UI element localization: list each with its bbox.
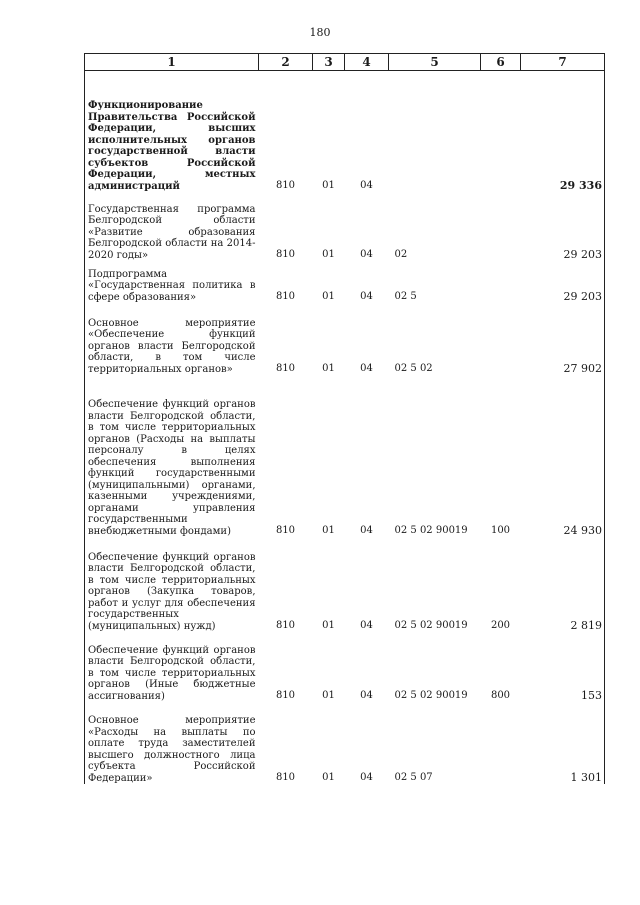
cell-target-article: 02 5 07 <box>394 771 433 783</box>
cell-expense-type: 200 <box>490 619 511 631</box>
cell-amount: 153 <box>581 688 602 702</box>
cell-ministry-code: 810 <box>275 290 296 302</box>
cell-expense-type <box>481 783 521 784</box>
row-description: Основное мероприятие «Расходы на выплаты по оплате труда заместителей высшего должностного лица субъекта Российской Федерации» <box>88 715 256 784</box>
cell-target-article: 02 5 02 90019 <box>394 524 468 536</box>
row-description: Обеспечение функций органов власти Белгородской области, в том числе территориальных органов (Иные бюджетные ассигнования) <box>88 644 256 702</box>
cell-section: 01 <box>322 179 335 191</box>
row-description: Основное мероприятие «Обеспечение функций органов власти Белгородской области, в том числе территориальных органов» <box>88 317 256 375</box>
row-description: Обеспечение функций органов власти Белгородской области, в том числе территориальных органов (Закупка товаров, работ и услуг для обеспечения государственных (муниципальных) нужд) <box>88 551 256 632</box>
table-row <box>85 192 605 261</box>
cell-section: 01 <box>322 771 335 783</box>
cell-subsection: 04 <box>360 619 373 631</box>
cell-ministry-code: 810 <box>275 771 296 783</box>
cell-expense-type: 800 <box>490 689 511 701</box>
cell-ministry-code: 810 <box>275 689 296 701</box>
cell-target-article: 02 5 02 <box>394 362 433 374</box>
table-row <box>85 303 605 375</box>
cell-subsection: 04 <box>360 771 373 783</box>
column-header-4: 4 <box>345 54 389 71</box>
column-header-6: 6 <box>481 54 521 71</box>
cell-ministry-code: 810 <box>275 179 296 191</box>
cell-target-article: 02 5 02 90019 <box>394 619 468 631</box>
cell-amount: 27 902 <box>563 361 602 375</box>
cell-amount: 29 203 <box>563 247 602 261</box>
cell-target-article: 02 5 <box>394 290 417 302</box>
cell-amount: 29 336 <box>559 178 602 192</box>
cell-section: 01 <box>322 248 335 260</box>
table-row <box>85 71 605 193</box>
cell-amount: 29 203 <box>563 289 602 303</box>
cell-subsection: 04 <box>360 179 373 191</box>
cell-ministry-code: 810 <box>275 619 296 631</box>
table-row <box>85 702 605 784</box>
cell-subsection: 04 <box>360 524 373 536</box>
column-header-3: 3 <box>313 54 345 71</box>
cell-amount: 1 301 <box>570 770 602 784</box>
table-row <box>85 632 605 702</box>
row-description: Подпрограмма «Государственная политика в сфере образования» <box>88 268 256 303</box>
cell-section: 01 <box>322 362 335 374</box>
row-description: Функционирование Правительства Российской Федерации, высших исполнительных органов государственной власти субъектов Российской Федерации, местных администраций <box>88 100 256 192</box>
cell-amount: 24 930 <box>563 523 602 537</box>
cell-ministry-code: 810 <box>275 524 296 536</box>
table-row <box>85 261 605 303</box>
row-description: Обеспечение функций органов власти Белгородской области, в том числе территориальных органов (Расходы на выплаты персоналу в целях обеспечения выполнения функций государственными (муниципальными) органами, казенными учреждениями, органами управления государственными внебюджетными фондами) <box>88 399 256 537</box>
cell-section: 01 <box>322 290 335 302</box>
table-row <box>85 375 605 537</box>
cell-section: 01 <box>322 619 335 631</box>
cell-ministry-code: 810 <box>275 362 296 374</box>
column-header-1: 1 <box>85 54 259 71</box>
column-header-5: 5 <box>389 54 481 71</box>
cell-subsection: 04 <box>360 248 373 260</box>
cell-amount: 2 819 <box>570 618 602 632</box>
cell-subsection: 04 <box>360 290 373 302</box>
cell-target-article: 02 5 02 90019 <box>394 689 468 701</box>
budget-table <box>84 53 605 784</box>
table-row <box>85 537 605 632</box>
cell-ministry-code: 810 <box>275 248 296 260</box>
cell-target-article: 02 <box>394 248 408 260</box>
column-header-7: 7 <box>521 54 605 71</box>
cell-subsection: 04 <box>360 689 373 701</box>
cell-subsection: 04 <box>360 362 373 374</box>
page-number: 180 <box>309 26 331 39</box>
cell-section: 01 <box>322 689 335 701</box>
table-header-row <box>85 54 605 71</box>
cell-section: 01 <box>322 524 335 536</box>
cell-expense-type: 100 <box>490 524 511 536</box>
row-description: Государственная программа Белгородской области «Развитие образования Белгородской области на 2014-2020 годы» <box>88 203 256 261</box>
column-header-2: 2 <box>259 54 313 71</box>
